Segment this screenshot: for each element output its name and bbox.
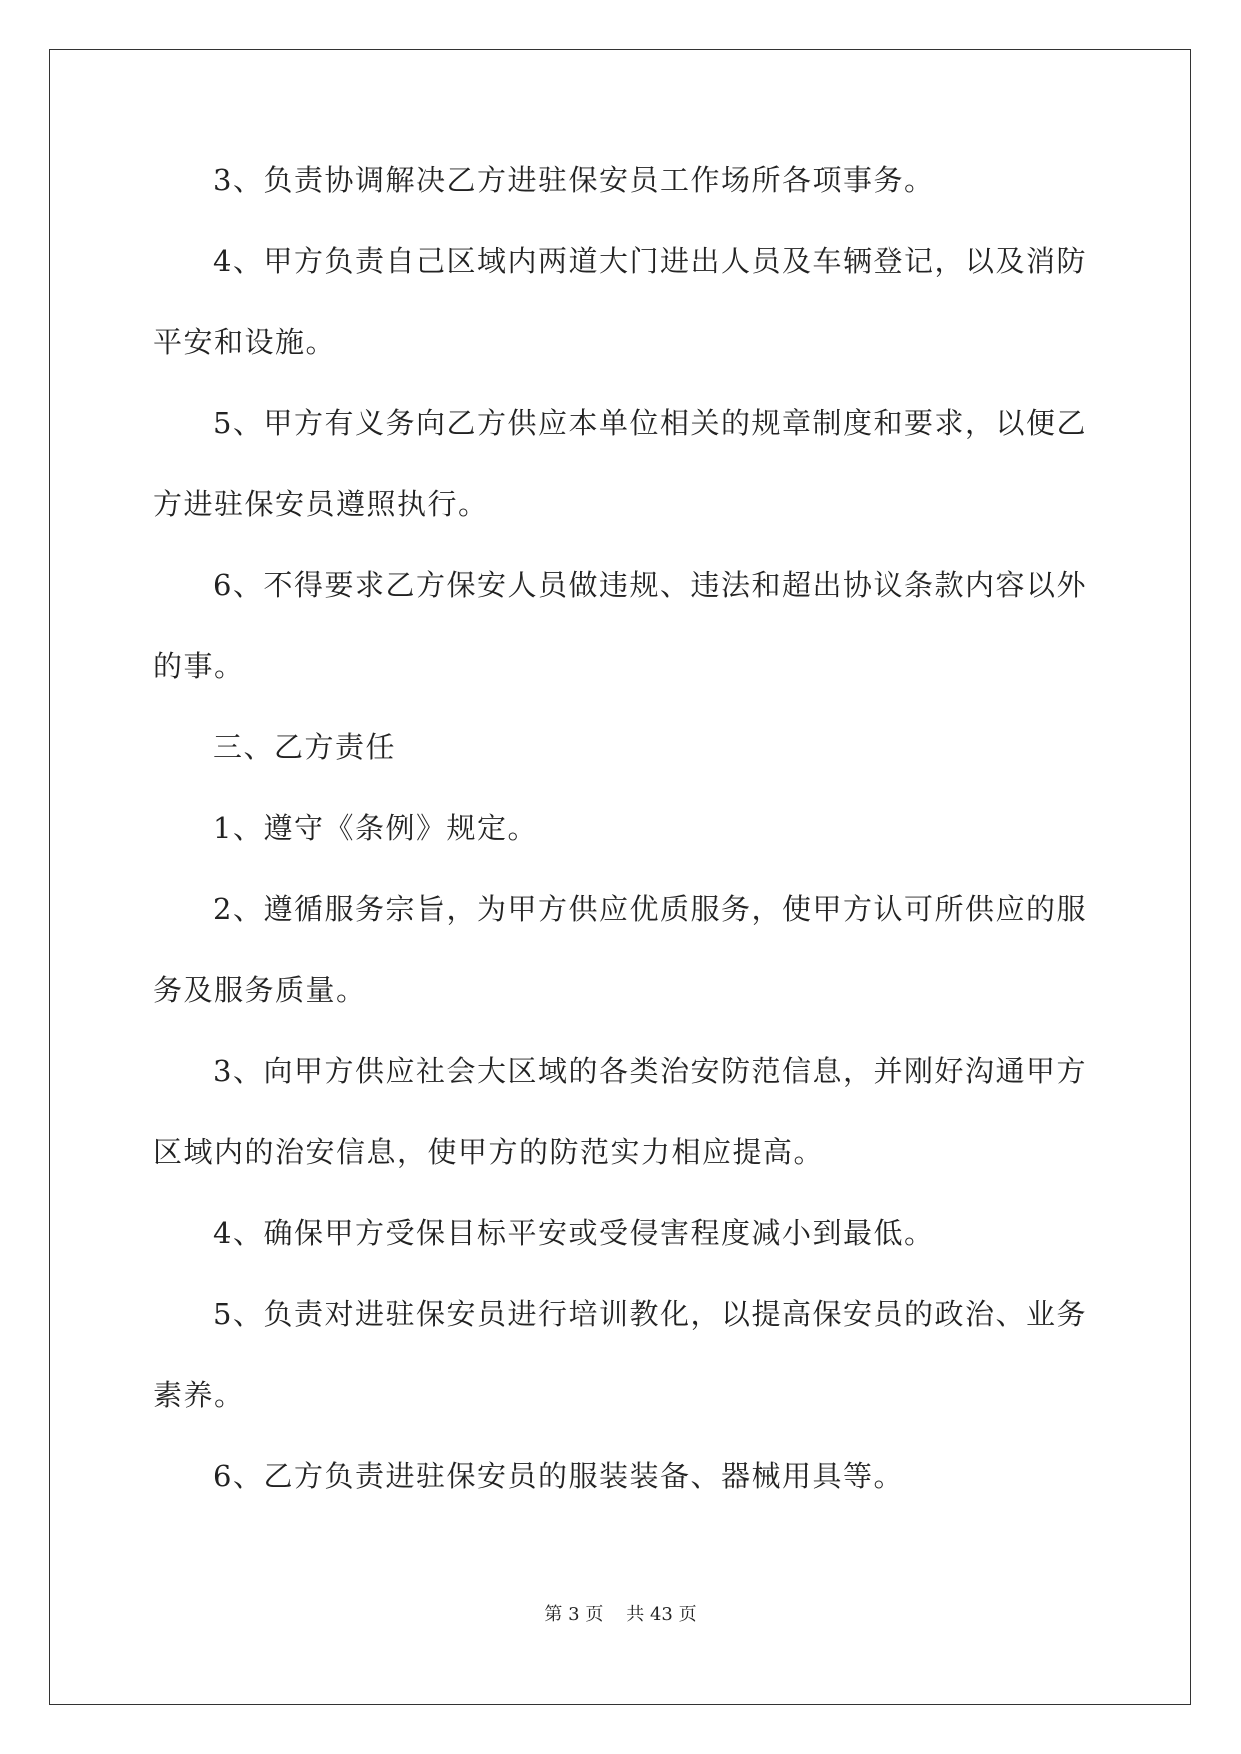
paragraph: 1、遵守《条例》规定。 [213,811,538,845]
paragraph: 5、甲方有义务向乙方供应本单位相关的规章制度和要求，以便乙方进驻保安员遵照执行。 [153,406,1087,521]
page-number: 第 3 页 [544,1604,604,1625]
page-footer [0,1600,1241,1626]
page-total: 共 43 页 [626,1604,697,1625]
paragraph: 6、乙方负责进驻保安员的服装装备、器械用具等。 [213,1459,904,1493]
paragraph: 5、负责对进驻保安员进行培训教化，以提高保安员的政治、业务素养。 [153,1297,1087,1412]
section-heading: 三、乙方责任 [213,730,397,764]
paragraph: 4、确保甲方受保目标平安或受侵害程度减小到最低。 [213,1216,935,1250]
paragraph: 3、向甲方供应社会大区域的各类治安防范信息，并刚好沟通甲方区域内的治安信息，使甲方的防范实力相应提高。 [153,1054,1087,1169]
paragraph: 4、甲方负责自己区域内两道大门进出人员及车辆登记，以及消防平安和设施。 [153,244,1087,359]
paragraph: 3、负责协调解决乙方进驻保安员工作场所各项事务。 [213,163,935,197]
document-body [153,163,1088,1545]
paragraph: 2、遵循服务宗旨，为甲方供应优质服务，使甲方认可所供应的服务及服务质量。 [153,892,1087,1007]
paragraph: 6、不得要求乙方保安人员做违规、违法和超出协议条款内容以外的事。 [153,568,1087,683]
